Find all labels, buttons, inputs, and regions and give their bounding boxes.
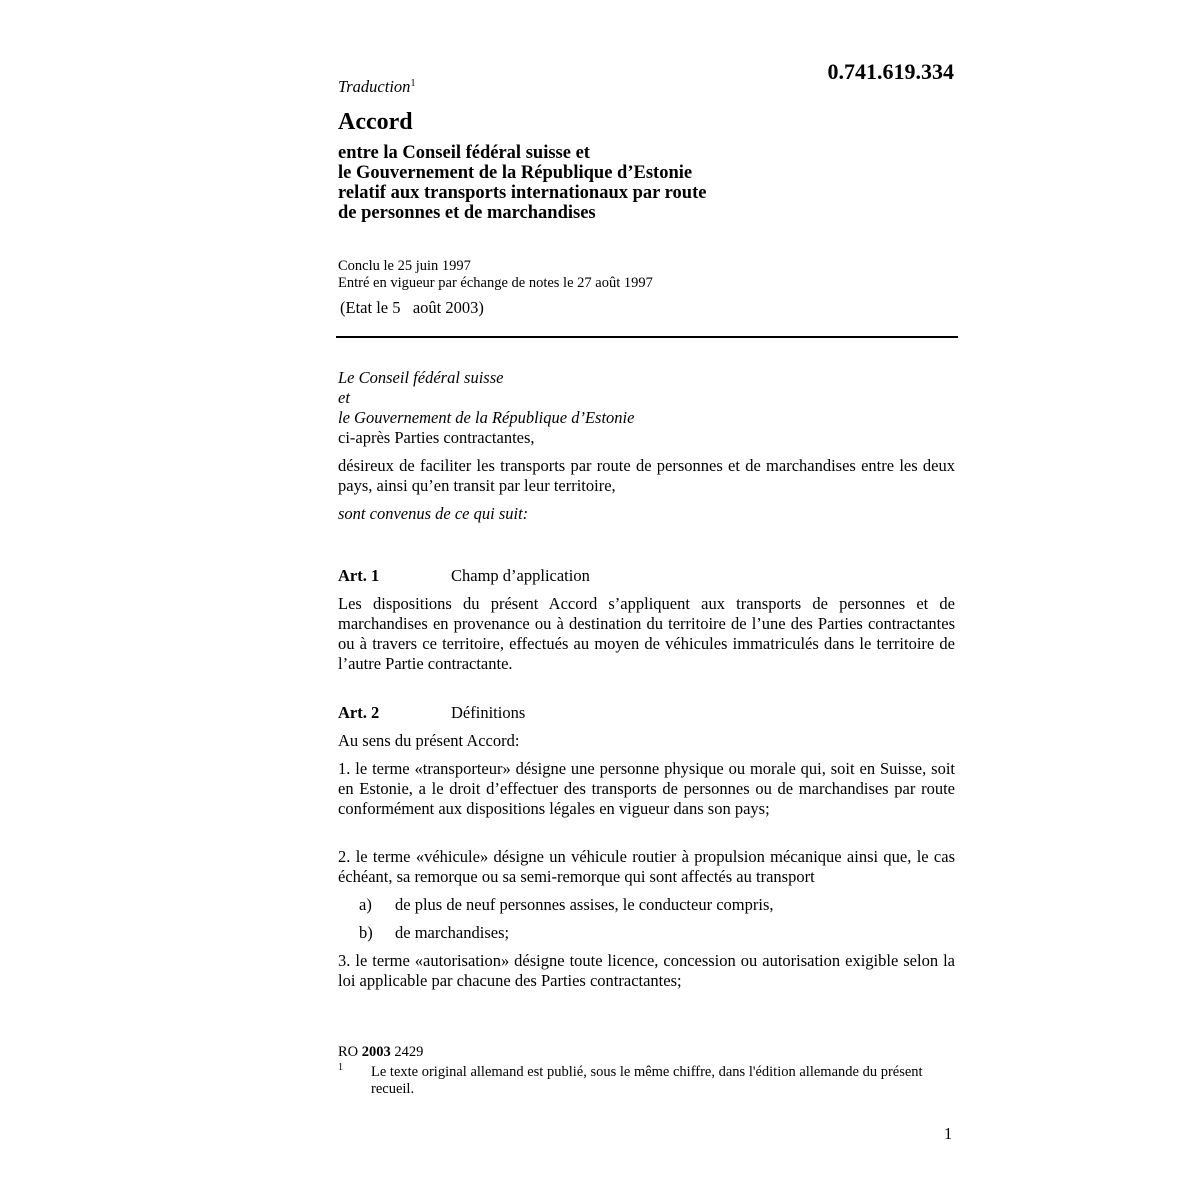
- sr-number: 0.741.619.334: [827, 59, 954, 84]
- agreed-clause: sont convenus de ce qui suit:: [338, 504, 529, 523]
- traduction-label: [338, 74, 415, 97]
- footnote-number: 1: [338, 1062, 343, 1073]
- traduction-text: Traduction: [338, 77, 411, 96]
- ro-page: 2429: [390, 1044, 424, 1060]
- page-number: 1: [944, 1124, 953, 1143]
- definition-3: 3. le terme «autorisation» désigne toute licence, concession ou autorisation exigible selon la loi applicable par chacune des Parties contractantes;: [338, 951, 955, 990]
- ro-reference: [338, 1044, 423, 1061]
- subtitle-line: le Gouvernement de la République d’Estonie: [338, 163, 693, 183]
- hereafter-clause: ci-après Parties contractantes,: [338, 428, 535, 447]
- in-force-date: Entré en vigueur par échange de notes le 27 août 1997: [338, 275, 653, 291]
- document-title: Accord: [338, 109, 413, 135]
- definition-1: 1. le terme «transporteur» désigne une personne physique ou morale qui, soit en Suisse, soit en Estonie, a le droit d’effectuer des transports de personnes ou de marchandises par route conformément aux dispositions légales en vigueur dans son pays;: [338, 759, 955, 818]
- document-subtitle: [338, 143, 958, 223]
- ro-year: 2003: [361, 1044, 391, 1060]
- conjunction: et: [338, 388, 350, 407]
- date-block: [338, 258, 653, 292]
- party-2: le Gouvernement de la République d’Estonie: [338, 408, 635, 427]
- header-divider: [336, 336, 958, 338]
- subtitle-line: entre la Conseil fédéral suisse et: [338, 143, 590, 163]
- article-1-title: Champ d’application: [451, 566, 590, 585]
- desire-clause: désireux de faciliter les transports par route de personnes et de marchandises entre les deux pays, ainsi qu’en transit par leur territoire,: [338, 456, 955, 495]
- article-1-text: Les dispositions du présent Accord s’appliquent aux transports de personnes et de marchandises en provenance ou à destination du territoire de l’une des Parties contractantes ou à travers ce territoire, effectués au moyen de véhicules immatriculés dans le territoire de l’autre Partie contractante.: [338, 594, 955, 673]
- article-1-number: Art. 1: [338, 566, 380, 585]
- list-item-a-label: a): [359, 895, 372, 914]
- article-2-number: Art. 2: [338, 703, 380, 722]
- concluded-date: Conclu le 25 juin 1997: [338, 258, 471, 274]
- list-item-a-text: de plus de neuf personnes assises, le conducteur compris,: [395, 895, 774, 914]
- ro-prefix: RO: [338, 1044, 362, 1060]
- list-item-b-text: de marchandises;: [395, 923, 510, 942]
- subtitle-line: de personnes et de marchandises: [338, 203, 596, 223]
- article-2-intro: Au sens du présent Accord:: [338, 731, 520, 750]
- subtitle-line: relatif aux transports internationaux par route: [338, 183, 707, 203]
- traduction-footnote-ref[interactable]: 1: [410, 78, 416, 89]
- party-1: Le Conseil fédéral suisse: [338, 368, 504, 387]
- footnote-text: Le texte original allemand est publié, sous le même chiffre, dans l'édition allemande du présent recueil.: [371, 1064, 923, 1097]
- article-2-title: Définitions: [451, 703, 526, 722]
- definition-2: 2. le terme «véhicule» désigne un véhicule routier à propulsion mécanique ainsi que, le cas échéant, sa remorque ou sa semi-remorque qui sont affectés au transport: [338, 847, 955, 886]
- state-date: (Etat le 5 août 2003): [340, 298, 484, 317]
- list-item-b-label: b): [359, 923, 373, 942]
